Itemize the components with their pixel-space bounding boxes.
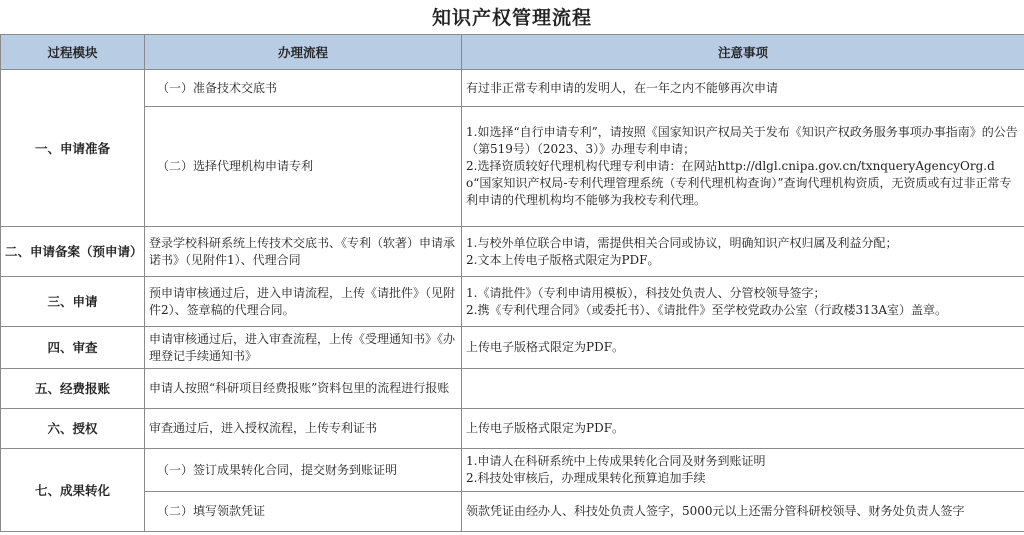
- process-table: [0, 34, 1024, 532]
- process-cell: （一）签订成果转化合同，提交财务到账证明: [145, 449, 462, 492]
- module-cell: 一、申请准备: [1, 70, 145, 227]
- notes-cell: 领款凭证由经办人、科技处负责人签字，5000元以上还需分管科研校领导、财务处负责人签字: [462, 492, 1024, 532]
- table-row: [1, 277, 1024, 327]
- notes-cell: 1.《请批件》（专利申请用模板），科技处负责人、分管校领导签字； 2.携《专利代理合同》（或委托书）、《请批件》至学校党政办公室（行政楼313A室）盖章。: [462, 277, 1024, 327]
- module-cell: 五、经费报账: [1, 369, 145, 409]
- table-row: [1, 409, 1024, 449]
- module-cell: 四、审查: [1, 327, 145, 369]
- process-cell: 审查通过后，进入授权流程，上传专利证书: [145, 409, 462, 449]
- process-cell: （二）填写领款凭证: [145, 492, 462, 532]
- header-notes: 注意事项: [462, 35, 1024, 70]
- table-row: [1, 327, 1024, 369]
- process-cell: 登录学校科研系统上传技术交底书、《专利（软著）申请承诺书》（见附件1）、代理合同: [145, 227, 462, 277]
- notes-cell: 1.与校外单位联合申请，需提供相关合同或协议，明确知识产权归属及利益分配； 2.文本上传电子版格式限定为PDF。: [462, 227, 1024, 277]
- process-cell: （一）准备技术交底书: [145, 70, 462, 107]
- notes-cell: 有过非正常专利申请的发明人，在一年之内不能够再次申请: [462, 70, 1024, 107]
- notes-cell: 上传电子版格式限定为PDF。: [462, 409, 1024, 449]
- table-row: [1, 369, 1024, 409]
- notes-cell: [462, 369, 1024, 409]
- module-cell: 六、授权: [1, 409, 145, 449]
- table-row: [1, 449, 1024, 492]
- table-row: [1, 492, 1024, 532]
- table-row: [1, 107, 1024, 227]
- process-cell: 申请审核通过后，进入审查流程，上传《受理通知书》《办理登记手续通知书》: [145, 327, 462, 369]
- process-cell: （二）选择代理机构申请专利: [145, 107, 462, 227]
- table-row: [1, 227, 1024, 277]
- process-cell: 申请人按照“科研项目经费报账”资料包里的流程进行报账: [145, 369, 462, 409]
- process-cell: 预申请审核通过后，进入申请流程，上传《请批件》（见附件2）、签章稿的代理合同。: [145, 277, 462, 327]
- table-header-row: [1, 35, 1024, 70]
- header-module: 过程模块: [1, 35, 145, 70]
- module-cell: 三、申请: [1, 277, 145, 327]
- page-title: 知识产权管理流程: [431, 7, 592, 29]
- module-cell: 二、申请备案（预申请）: [1, 227, 145, 277]
- notes-cell: 1.申请人在科研系统中上传成果转化合同及财务到账证明 2.科技处审核后，办理成果转化预算追加手续: [462, 449, 1024, 492]
- notes-cell: 上传电子版格式限定为PDF。: [462, 327, 1024, 369]
- table-row: [1, 70, 1024, 107]
- notes-cell: 1.如选择“自行申请专利”，请按照《国家知识产权局关于发布《知识产权政务服务事项办事指南》的公告（第519号）（2023、3）》办理专利申请； 2.选择资质较好代理机构代理专利申请：在网站http://dlgl.cnipa.gov.cn/txnqueryAgencyOrg.do“国家知识产权局-专利代理管理系统（专利代理机构查询）”查询代理机构资质，无资质或有过非正常专利申请的代理机构均不能够为我校专利代理。: [462, 107, 1024, 227]
- module-cell: 七、成果转化: [1, 449, 145, 532]
- header-process: 办理流程: [145, 35, 462, 70]
